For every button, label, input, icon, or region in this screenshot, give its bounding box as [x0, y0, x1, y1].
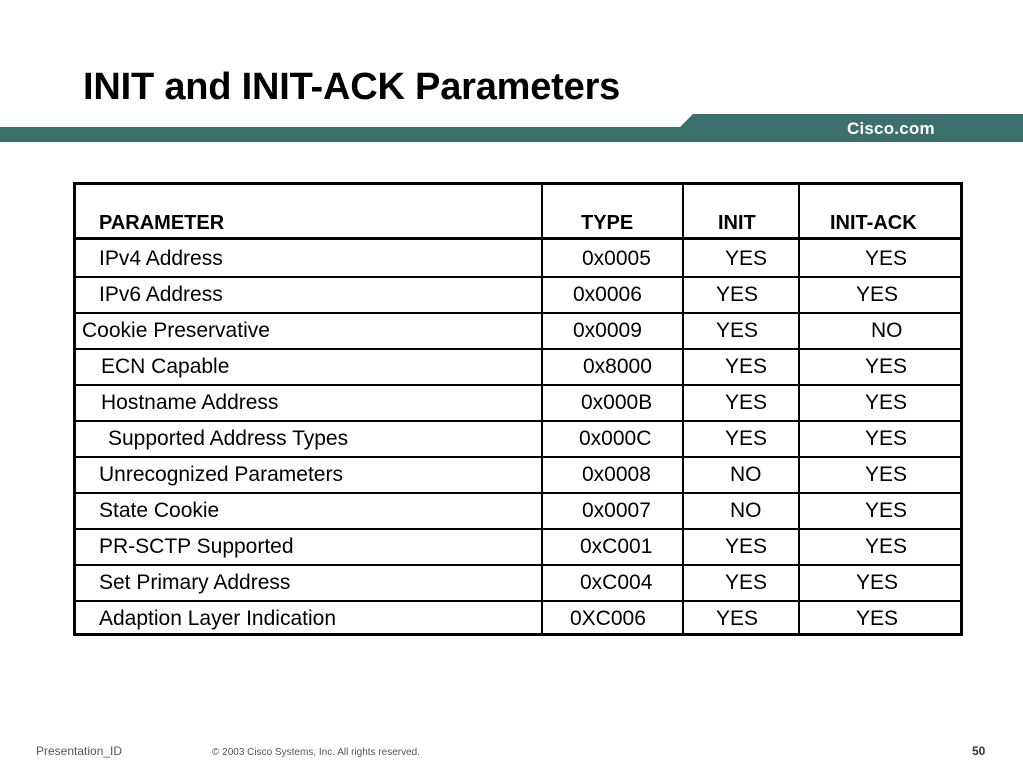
table-row: [76, 240, 960, 278]
cell-init-ack: NO: [871, 319, 903, 342]
table-row: [76, 528, 960, 566]
table-row: [76, 312, 960, 350]
cell-init-ack: YES: [865, 535, 908, 558]
cell-type: 0x000C: [579, 427, 652, 450]
cell-init-ack: YES: [865, 355, 908, 378]
table-row: [76, 420, 960, 458]
cell-init: YES: [725, 427, 768, 450]
cell-parameter: Set Primary Address: [99, 571, 291, 594]
cell-init: YES: [725, 535, 768, 558]
cell-type: 0xC004: [580, 571, 653, 594]
cell-init: YES: [725, 355, 768, 378]
cell-type: 0x0006: [573, 283, 642, 306]
cell-init: YES: [725, 571, 768, 594]
cell-type: 0x0009: [573, 319, 642, 342]
cell-parameter: IPv6 Address: [99, 283, 223, 306]
table-row: [76, 456, 960, 494]
presentation-id: Presentation_ID: [36, 744, 123, 758]
cell-init: YES: [725, 391, 768, 414]
cell-init-ack: YES: [856, 607, 899, 630]
cell-init: YES: [716, 607, 759, 630]
copyright-notice: © 2003 Cisco Systems, Inc. All rights reserved.: [212, 747, 421, 758]
cell-type: 0x000B: [581, 391, 653, 414]
brand-label: Cisco.com: [847, 119, 935, 138]
header-init-ack: INIT-ACK: [830, 212, 917, 234]
parameters-table: [73, 182, 963, 636]
table-row: [76, 492, 960, 530]
cell-type: 0XC006: [570, 607, 646, 630]
header-type: TYPE: [581, 212, 634, 234]
cell-init-ack: YES: [856, 571, 899, 594]
cell-parameter: Adaption Layer Indication: [99, 607, 336, 630]
cell-parameter: PR-SCTP Supported: [99, 535, 294, 558]
cell-init: YES: [725, 247, 768, 270]
cell-init: NO: [730, 463, 762, 486]
cell-type: 0x8000: [583, 355, 652, 378]
table-row: [76, 276, 960, 314]
cell-init-ack: YES: [865, 247, 908, 270]
cell-parameter: Unrecognized Parameters: [99, 463, 343, 486]
cell-init: YES: [716, 319, 759, 342]
cell-parameter: State Cookie: [99, 499, 220, 522]
cell-parameter: ECN Capable: [101, 355, 230, 378]
cell-init: NO: [730, 499, 762, 522]
cell-type: 0x0007: [582, 499, 651, 522]
cell-parameter: Cookie Preservative: [82, 319, 270, 342]
cell-parameter: Supported Address Types: [108, 427, 349, 450]
cell-init-ack: YES: [865, 391, 908, 414]
header-parameter: PARAMETER: [99, 212, 225, 234]
cell-type: 0x0008: [582, 463, 651, 486]
cell-init-ack: YES: [856, 283, 899, 306]
cell-init-ack: YES: [865, 499, 908, 522]
table-row: [76, 348, 960, 386]
table-row: [76, 600, 960, 636]
cell-init-ack: YES: [865, 427, 908, 450]
slide-title: INIT and INIT-ACK Parameters: [83, 66, 621, 108]
page-number: 50: [972, 744, 986, 758]
cell-init-ack: YES: [865, 463, 908, 486]
header-init: INIT: [718, 212, 756, 234]
cell-init: YES: [716, 283, 759, 306]
table-row: [76, 384, 960, 422]
table-row: [76, 564, 960, 602]
cell-parameter: Hostname Address: [101, 391, 279, 414]
table-header-row: [76, 185, 960, 240]
cell-type: 0xC001: [580, 535, 653, 558]
cell-type: 0x0005: [582, 247, 651, 270]
cell-parameter: IPv4 Address: [99, 247, 223, 270]
